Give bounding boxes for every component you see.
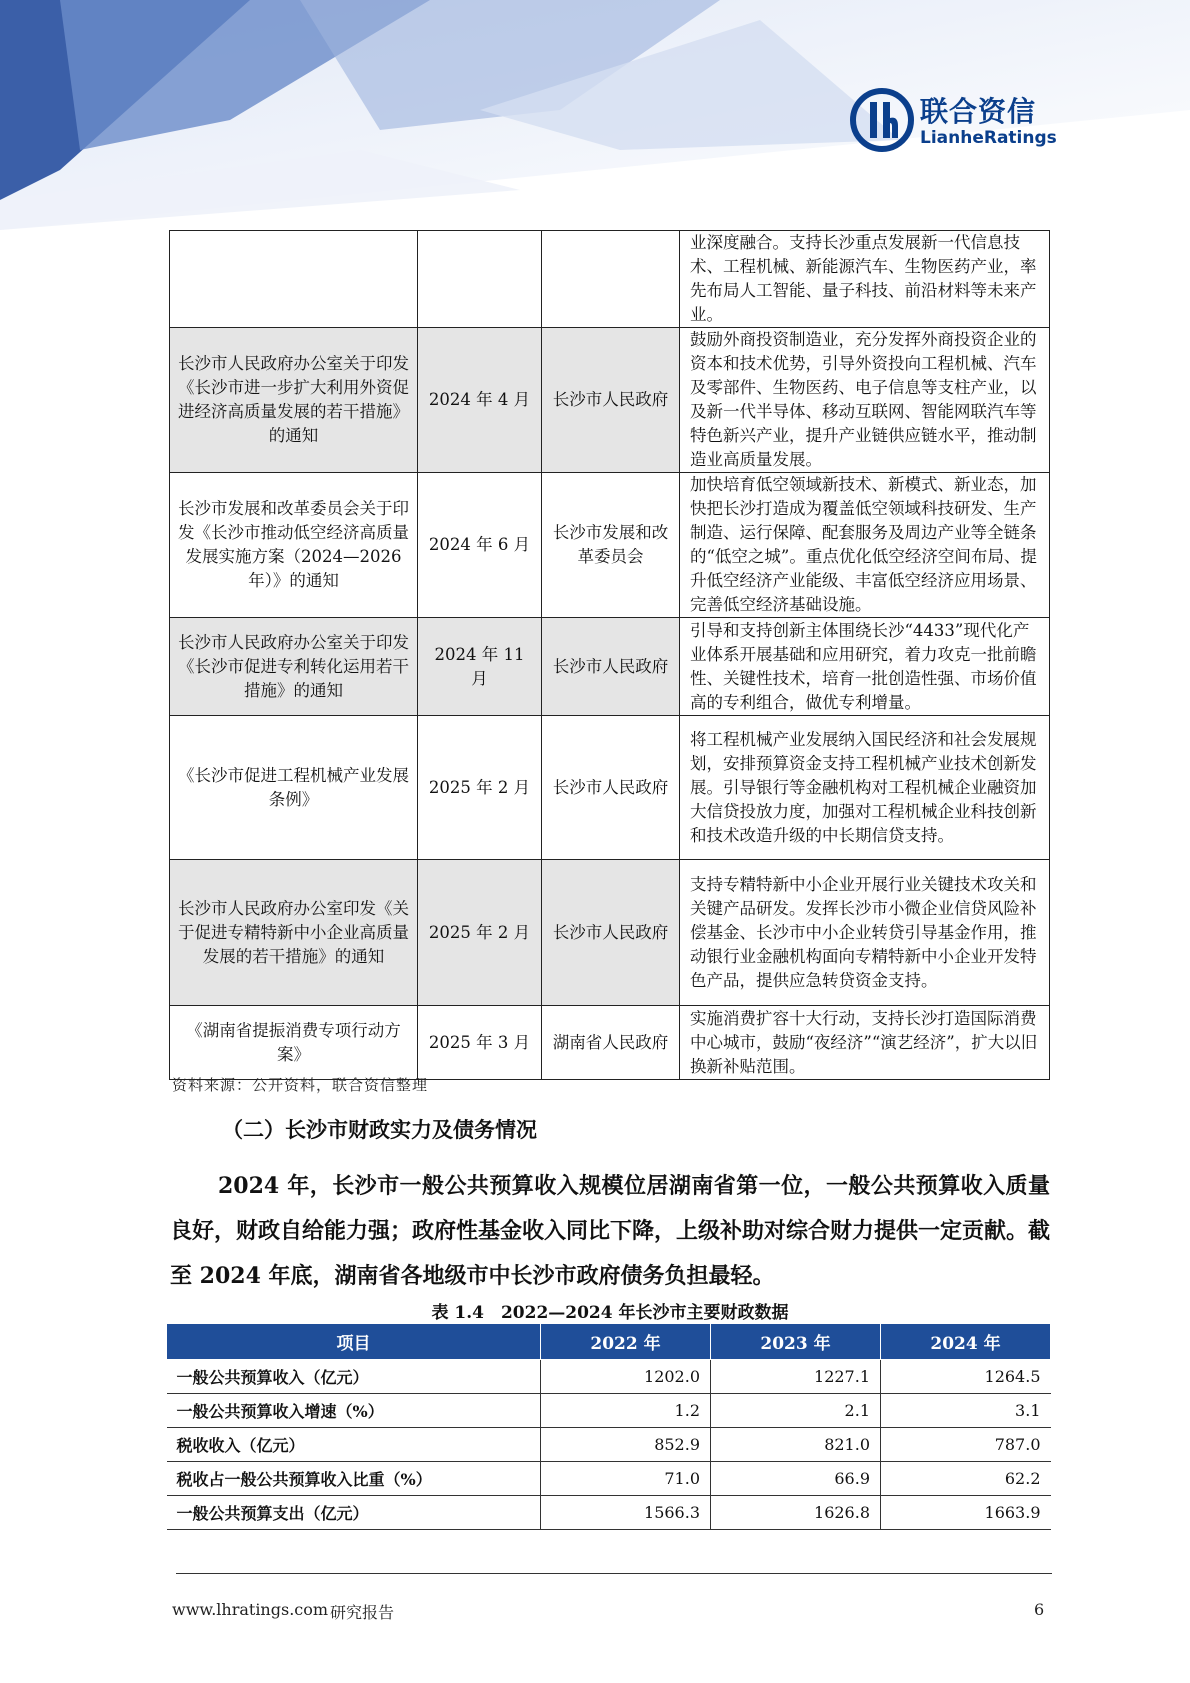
policy-issuer xyxy=(542,231,680,328)
policy-content: 引导和支持创新主体围绕长沙“4433”现代化产业体系开展基础和应用研究，着力攻克一批前瞻性、关键性技术，培育一批创造性强、市场价值高的专利组合，做优专利增量。 xyxy=(680,618,1050,716)
policy-name xyxy=(170,231,418,328)
policy-issuer: 长沙市人民政府 xyxy=(542,328,680,473)
policy-date xyxy=(418,231,542,328)
footer-divider xyxy=(176,1573,1052,1574)
policy-name: 长沙市人民政府办公室关于印发《长沙市促进专利转化运用若干措施》的通知 xyxy=(170,618,418,716)
row-label: 一般公共预算支出（亿元） xyxy=(167,1496,541,1530)
column-header: 2023 年 xyxy=(711,1324,881,1360)
policy-name: 长沙市人民政府办公室关于印发《长沙市进一步扩大利用外资促进经济高质量发展的若干措施》的通知 xyxy=(170,328,418,473)
policy-name: 《长沙市促进工程机械产业发展条例》 xyxy=(170,716,418,860)
policy-name: 长沙市发展和改革委员会关于印发《长沙市推动低空经济高质量发展实施方案（2024—2026 年）》的通知 xyxy=(170,473,418,618)
cell-value: 1227.1 xyxy=(711,1360,881,1394)
cell-value: 1663.9 xyxy=(881,1496,1051,1530)
cell-value: 2.1 xyxy=(711,1394,881,1428)
policy-content: 支持专精特新中小企业开展行业关键技术攻关和关键产品研发。发挥长沙市小微企业信贷风险补偿基金、长沙市中小企业转贷引导基金作用，推动银行业金融机构面向专精特新中小企业开发特色产品，提供应急转贷资金支持。 xyxy=(680,860,1050,1006)
body-paragraph xyxy=(170,1164,1050,1299)
table-title: 表 1.4 2022—2024 年长沙市主要财政数据 xyxy=(431,1303,789,1323)
policy-date: 2025 年 2 月 xyxy=(418,860,542,1006)
policy-content: 将工程机械产业发展纳入国民经济和社会发展规划，安排预算资金支持工程机械产业技术创新发展。引导银行等金融机构对工程机械企业融资加大信贷投放力度，加强对工程机械企业科技创新和技术改造升级的中长期信贷支持。 xyxy=(680,716,1050,860)
table-row xyxy=(170,231,1050,328)
row-label: 一般公共预算收入增速（%） xyxy=(167,1394,541,1428)
fiscal-data-table xyxy=(166,1323,1051,1530)
cell-value: 1202.0 xyxy=(541,1360,711,1394)
policy-date: 2025 年 2 月 xyxy=(418,716,542,860)
cell-value: 1626.8 xyxy=(711,1496,881,1530)
cell-value: 1264.5 xyxy=(881,1360,1051,1394)
footer-report-label: 研究报告 xyxy=(330,1603,395,1622)
column-header: 2024 年 xyxy=(881,1324,1051,1360)
section-heading: （二）长沙市财政实力及债务情况 xyxy=(222,1118,537,1142)
policy-date: 2024 年 4 月 xyxy=(418,328,542,473)
table-row xyxy=(167,1462,1051,1496)
source-note: 资料来源：公开资料，联合资信整理 xyxy=(172,1076,429,1094)
table-row xyxy=(170,618,1050,716)
cell-value: 821.0 xyxy=(711,1428,881,1462)
table-row xyxy=(170,1006,1050,1080)
table-row xyxy=(167,1394,1051,1428)
policy-content: 实施消费扩容十大行动，支持长沙打造国际消费中心城市，鼓励“夜经济”“演艺经济”，扩大以旧换新补贴范围。 xyxy=(680,1006,1050,1080)
cell-value: 62.2 xyxy=(881,1462,1051,1496)
logo-chinese-name: 联合资信 xyxy=(920,95,1037,128)
table-row xyxy=(170,860,1050,1006)
row-label: 一般公共预算收入（亿元） xyxy=(167,1360,541,1394)
column-header: 2022 年 xyxy=(541,1324,711,1360)
row-label: 税收占一般公共预算收入比重（%） xyxy=(167,1462,541,1496)
policy-date: 2024 年 6 月 xyxy=(418,473,542,618)
row-label: 税收收入（亿元） xyxy=(167,1428,541,1462)
footer-website: www.lhratings.com xyxy=(172,1600,329,1619)
cell-value: 3.1 xyxy=(881,1394,1051,1428)
logo-english-name: LianheRatings xyxy=(920,128,1057,148)
policy-table xyxy=(169,230,1050,1080)
policy-date: 2024 年 11 月 xyxy=(418,618,542,716)
policy-content: 加快培育低空领域新技术、新模式、新业态，加快把长沙打造成为覆盖低空领域科技研发、生产制造、运行保障、配套服务及周边产业等全链条的“低空之城”。重点优化低空经济空间布局、提升低空经济产业能级、丰富低空经济应用场景、完善低空经济基础设施。 xyxy=(680,473,1050,618)
cell-value: 852.9 xyxy=(541,1428,711,1462)
table-row xyxy=(170,716,1050,860)
policy-name: 长沙市人民政府办公室印发《关于促进专精特新中小企业高质量发展的若干措施》的通知 xyxy=(170,860,418,1006)
policy-name: 《湖南省提振消费专项行动方案》 xyxy=(170,1006,418,1080)
paragraph-text: 2024 年，长沙市一般公共预算收入规模位居湖南省第一位，一般公共预算收入质量良好，财政自给能力强；政府性基金收入同比下降，上级补助对综合财力提供一定贡献。截至 2024 年底，湖南省各地级市中长沙市政府债务负担最轻。 xyxy=(170,1173,1051,1289)
policy-issuer: 长沙市人民政府 xyxy=(542,860,680,1006)
cell-value: 1566.3 xyxy=(541,1496,711,1530)
table-row xyxy=(167,1496,1051,1530)
table-row xyxy=(167,1428,1051,1462)
cell-value: 66.9 xyxy=(711,1462,881,1496)
policy-issuer: 长沙市发展和改革委员会 xyxy=(542,473,680,618)
policy-issuer: 长沙市人民政府 xyxy=(542,716,680,860)
cell-value: 1.2 xyxy=(541,1394,711,1428)
brand-logo xyxy=(850,88,1060,158)
cell-value: 787.0 xyxy=(881,1428,1051,1462)
lianhe-logo-icon xyxy=(850,88,914,152)
cell-value: 71.0 xyxy=(541,1462,711,1496)
table-header-row xyxy=(167,1324,1051,1360)
page-number: 6 xyxy=(1034,1600,1045,1619)
column-header: 项目 xyxy=(167,1324,541,1360)
policy-issuer: 湖南省人民政府 xyxy=(542,1006,680,1080)
table-row xyxy=(167,1360,1051,1394)
policy-date: 2025 年 3 月 xyxy=(418,1006,542,1080)
table-row xyxy=(170,473,1050,618)
policy-issuer: 长沙市人民政府 xyxy=(542,618,680,716)
table-row xyxy=(170,328,1050,473)
policy-content: 鼓励外商投资制造业，充分发挥外商投资企业的资本和技术优势，引导外资投向工程机械、汽车及零部件、生物医药、电子信息等支柱产业，以及新一代半导体、移动互联网、智能网联汽车等特色新兴产业，提升产业链供应链水平，推动制造业高质量发展。 xyxy=(680,328,1050,473)
policy-content: 业深度融合。支持长沙重点发展新一代信息技术、工程机械、新能源汽车、生物医药产业，率先布局人工智能、量子科技、前沿材料等未来产业。 xyxy=(680,231,1050,328)
